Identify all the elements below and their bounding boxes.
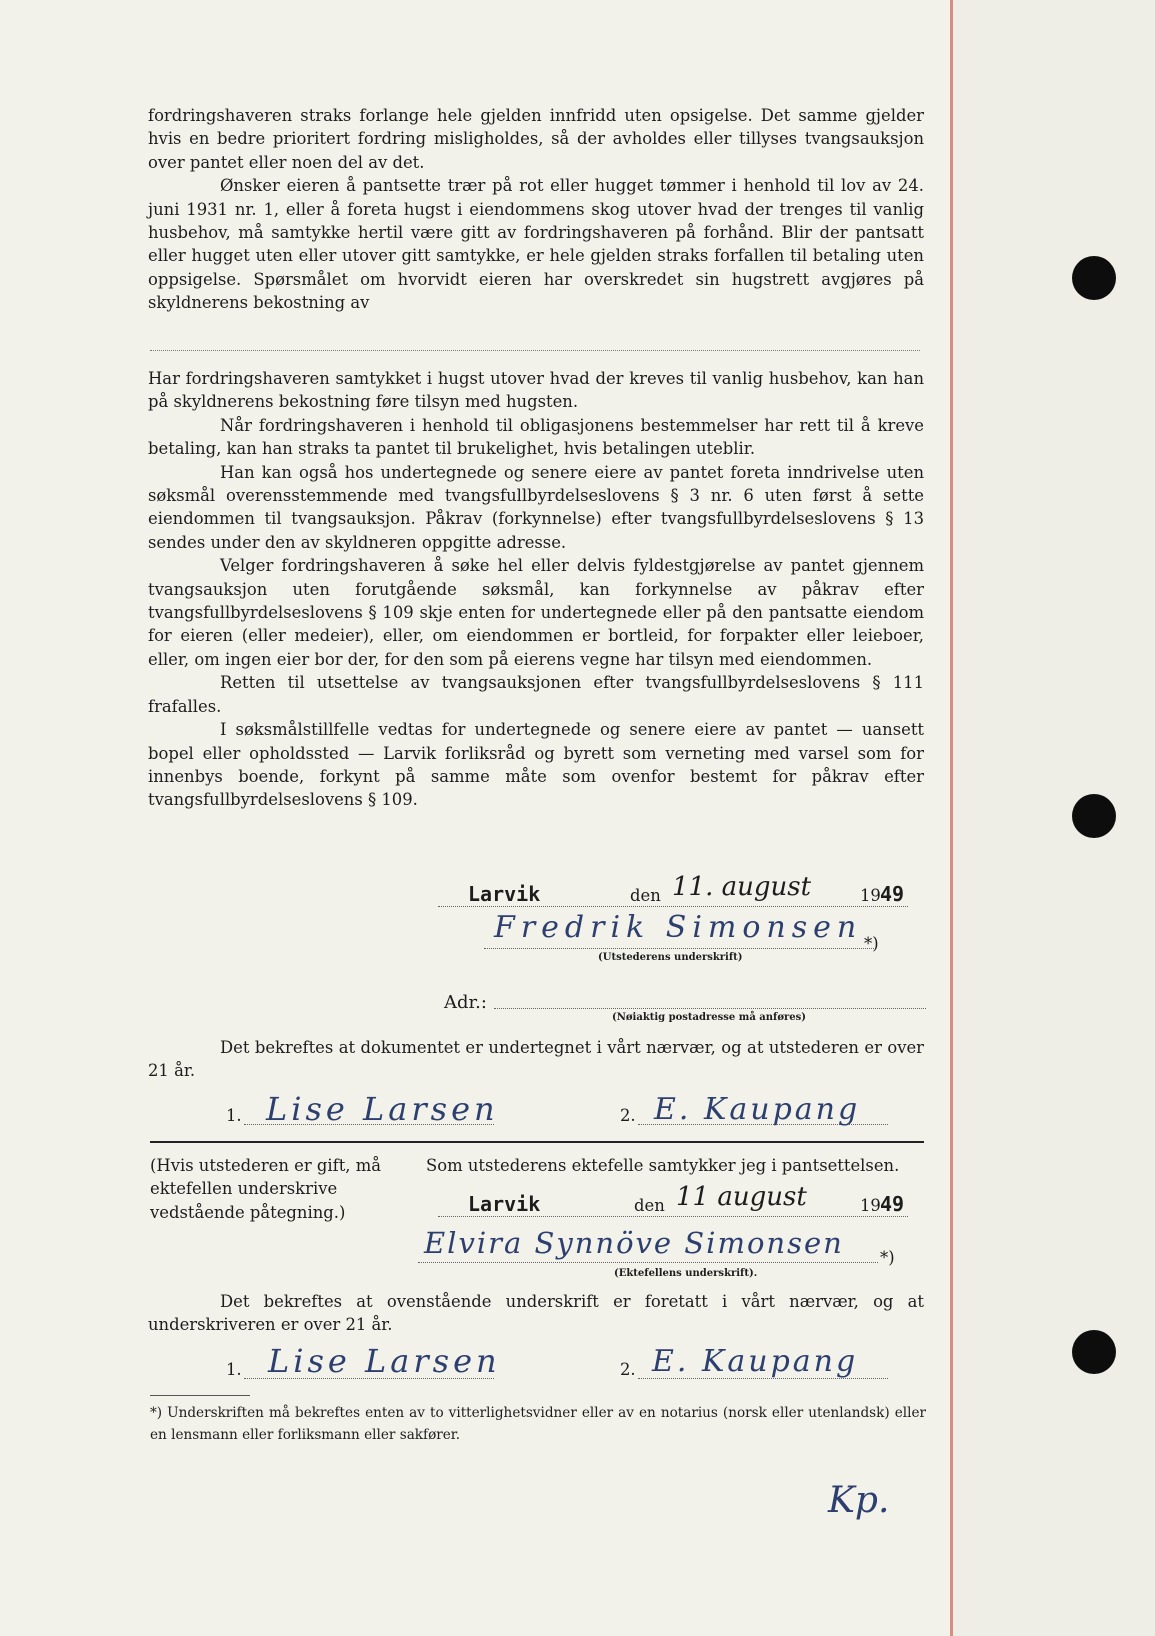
spouse-signature-line xyxy=(418,1262,878,1263)
spouse-year-prefix: 19 xyxy=(860,1196,881,1215)
spouse-year-suffix: 49 xyxy=(880,1192,905,1216)
spouse-consent: Som utstederens ektefelle samtykker jeg i pantsettelsen. xyxy=(426,1156,900,1175)
witness-1-signature: Lise Larsen xyxy=(266,1090,499,1128)
witness-2-signature: E. Kaupang xyxy=(654,1092,861,1127)
paragraph: Når fordringshaveren i henhold til obligasjonens bestemmelser har rett til å kreve betaling, kan han straks ta pantet til brukelighet, hvis betalingen uteblir. xyxy=(148,415,924,459)
spouse-signature: Elvira Synnöve Simonsen xyxy=(424,1226,844,1260)
issuer-caption: (Utstederens underskrift) xyxy=(598,952,743,963)
footnote-rule xyxy=(150,1395,250,1396)
initials: Kp. xyxy=(828,1480,890,1521)
section-divider xyxy=(150,1141,924,1143)
date-line xyxy=(438,906,908,907)
spouse-day: 11 august xyxy=(676,1182,807,1212)
witness-statement-1: Det bekreftes at dokumentet er undertegnet i vårt nærvær, og at utstederen er over 21 år. xyxy=(148,1038,924,1081)
address-label: Adr.: xyxy=(444,992,487,1013)
issuer-year-prefix: 19 xyxy=(860,886,881,905)
issuer-place: Larvik xyxy=(468,882,541,906)
punch-hole-middle xyxy=(1072,794,1116,838)
paragraph: I søksmålstillfelle vedtas for undertegnede og senere eiere av pantet — uansett bopel eller opholdssted — Larvik forliksråd og byrett som verneting med varsel som for innenbys boende, forkynt på samme måte som ovenfor bestemt for påkrav efter tvangsfullbyrdelseslovens § 109. xyxy=(148,720,924,810)
spouse-den-label: den xyxy=(634,1196,665,1215)
address-line xyxy=(494,1008,926,1009)
spouse-note: (Hvis utstederen er gift, må ektefellen underskrive vedstående påtegning.) xyxy=(150,1156,382,1222)
paragraph: Ønsker eieren å pantsette trær på rot eller hugget tømmer i henhold til lov av 24. juni 1931 nr. 1, eller å foreta hugst i eiendommens skog utover hvad der trenges til vanlig husbehov, må samtykke hertil være gitt av fordringshaveren på forhånd. Blir der pantsatt eller hugget uten eller utover gitt samtykke, er hele gjelden straks forfallen til betaling uten oppsigelse. Spørsmålet om hvorvidt eieren har overskredet sin hugstrett avgjøres på skyldnerens bekostning av xyxy=(148,176,924,313)
witness-3-signature: Lise Larsen xyxy=(268,1342,501,1380)
punch-hole-top xyxy=(1072,256,1116,300)
signature-line xyxy=(484,948,874,949)
paragraph: Velger fordringshaveren å søke hel eller delvis fyldestgjørelse av pantet gjennem tvangsauksjon uten forutgående søksmål, kan forkynnelse av påkrav efter tvangsfullbyrdelseslovens § 109 skje enten for undertegnede eller på den pantsatte eiendom for eieren (eller medeier), eller, om eiendommen er bortleid, for forpakter eller leieboer, eller, om ingen eier bor der, for den som på eierens vegne har tilsyn med eiendommen. xyxy=(148,556,924,669)
witness-statement-2: Det bekreftes at ovenstående underskrift er foretatt i vårt nærvær, og at underskriveren er over 21 år. xyxy=(148,1292,924,1335)
witness-4-label: 2. xyxy=(620,1360,636,1379)
paragraph: Retten til utsettelse av tvangsauksjonen efter tvangsfullbyrdelseslovens § 111 frafalles. xyxy=(148,673,924,716)
witness-1-label: 1. xyxy=(226,1106,242,1125)
body-text-top xyxy=(148,104,924,315)
paragraph: fordringshaveren straks forlange hele gjelden innfridd uten opsigelse. Det samme gjelder hvis en bedre prioritert fordring misligholdes, så der avholdes eller tillyses tvangsauksjon over pantet eller noen del av det. xyxy=(148,106,924,172)
paragraph: Han kan også hos undertegnede og senere eiere av pantet foreta inndrivelse uten søksmål overensstemmende med tvangsfullbyrdelseslovens § 3 nr. 6 uten først å sette eiendommen til tvangsauksjon. Påkrav (forkynnelse) efter tvangsfullbyrdelseslovens § 13 sendes under den av skyldneren oppgitte adresse. xyxy=(148,462,924,552)
issuer-asterisk: *) xyxy=(864,934,879,953)
witness-4-signature: E. Kaupang xyxy=(652,1344,859,1379)
issuer-signature: Fredrik Simonsen xyxy=(494,910,863,945)
witness-2-label: 2. xyxy=(620,1106,636,1125)
page-margin xyxy=(952,0,1155,1636)
spouse-date-line xyxy=(438,1216,908,1217)
punch-hole-bottom xyxy=(1072,1330,1116,1374)
blank-fill-line xyxy=(150,350,920,351)
issuer-day: 11. august xyxy=(672,872,812,902)
margin-rule xyxy=(950,0,953,1636)
spouse-asterisk: *) xyxy=(880,1248,895,1267)
issuer-year-suffix: 49 xyxy=(880,882,905,906)
issuer-den-label: den xyxy=(630,886,661,905)
spouse-place: Larvik xyxy=(468,1192,541,1216)
witness-3-label: 1. xyxy=(226,1360,242,1379)
spouse-caption: (Ektefellens underskrift). xyxy=(614,1268,758,1279)
footnote: *) Underskriften må bekreftes enten av to vitterlighetsvidner eller av en notarius (norsk eller utenlandsk) eller en lensmann eller forliksmann eller sakfører. xyxy=(150,1405,926,1443)
address-caption: (Nøiaktig postadresse må anføres) xyxy=(612,1012,807,1023)
paragraph: Har fordringshaveren samtykket i hugst utover hvad der kreves til vanlig husbehov, kan han på skyldnerens bekostning føre tilsyn med hugsten. xyxy=(148,369,924,412)
body-text-bottom xyxy=(148,367,924,812)
